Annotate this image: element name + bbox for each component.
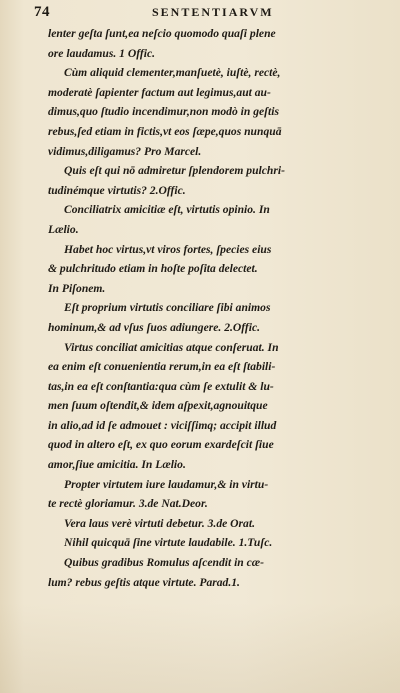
running-title: SENTENTIARVM [152,5,274,19]
text-line: amor,ſiue amicitia. In Lælio. [48,458,186,472]
page-header [34,4,374,22]
text-line: men ſuum oſtendit,& idem aſpexit,agnouitque [48,399,268,413]
text-line: lenter geſta ſunt,ea neſcio quomodo quaſi plene [48,27,276,40]
text-line: dimus,quo ſtudio incendimur,non modò in geſtis [48,105,279,119]
text-line: Vera laus verè virtuti debetur. 3.de Orat. [64,516,255,530]
page-number: 74 [34,4,50,20]
text-line: Lælio. [48,222,79,236]
text-line: hominum,& ad vſus ſuos adiungere. 2.Offic. [48,320,261,334]
text-line: vidimus,diligamus? Pro Marcel. [48,144,202,158]
text-line: tas,in ea eſt conſtantia:qua cùm ſe extulit & lu- [48,379,274,393]
text-line: in alio,ad id ſe admouet : viciſſimq; accipit illud [48,418,277,432]
text-line: Eſt proprium virtutis conciliare ſibi animos [64,301,271,315]
text-line: In Piſonem. [48,281,106,295]
text-line: Nihil quicquā ſine virtute laudabile. 1.Tuſc. [64,536,273,550]
text-line: Propter virtutem iure laudamur,& in virtu- [64,477,269,491]
text-line: ea enim eſt conuenientia rerum,in ea eſt ſtabili- [48,360,276,374]
text-line: lum? rebus geſtis atque virtute. Parad.1. [48,575,240,589]
text-line: Quibus gradibus Romulus aſcendit in cæ- [64,556,265,570]
text-line: Quis eſt qui nō admiretur ſplendorem pulchri- [64,164,285,178]
body-text [48,24,380,592]
text-line: moderatè ſapienter factum aut legimus,aut au- [48,85,271,99]
text-line: Cùm aliquid clementer,manſuetè, iuſtè, rectè, [64,66,281,80]
text-line: Virtus conciliat amicitias atque conſeruat. In [64,340,279,354]
text-line: te rectè gloriamur. 3.de Nat.Deor. [48,497,208,511]
text-line: ore laudamus. 1 Offic. [48,46,156,60]
text-line: Habet hoc virtus,vt viros fortes, ſpecies eius [64,242,272,256]
page-shadow [0,603,400,693]
text-line: rebus,ſed etiam in fictis,vt eos ſæpe,quos nunquā [48,124,282,138]
text-line: quod in altero eſt, ex quo eorum exardeſcit ſiue [48,438,274,452]
text-line: & pulchritudo etiam in hoſte poſita delectet. [48,262,258,276]
text-line: Conciliatrix amicitiæ eſt, virtutis opinio. In [64,203,270,217]
text-line: tudinémque virtutis? 2.Offic. [48,183,186,197]
